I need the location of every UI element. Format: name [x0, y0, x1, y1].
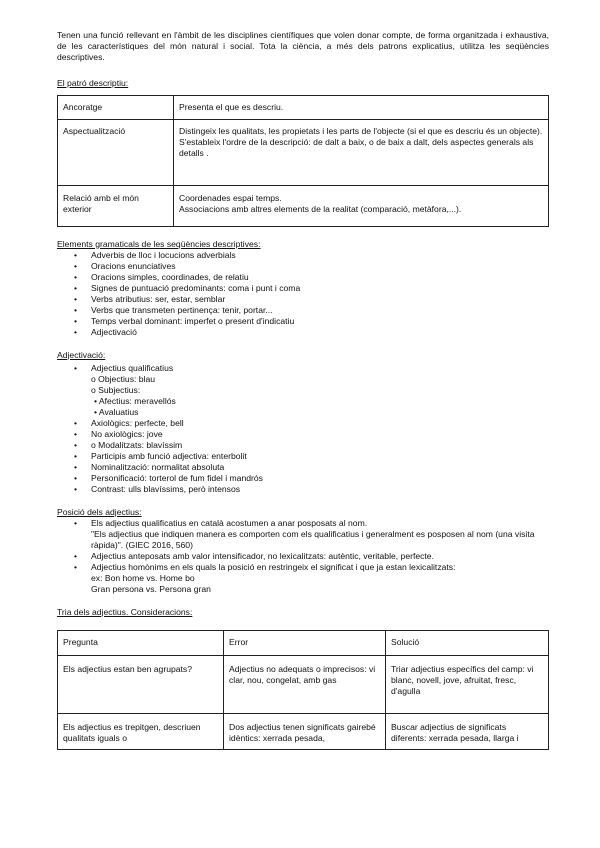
adjectivacio-list: [57, 363, 549, 495]
example-text: Gran persona vs. Persona gran: [91, 583, 211, 594]
table-header-cell: Solució: [386, 630, 549, 655]
section-title-elements: Elements gramaticals de les seqüències descriptives:: [57, 238, 261, 249]
table-row: [58, 95, 549, 119]
list-item: [74, 518, 549, 551]
table-cell: Els adjectius es trepitgen, descriuen qualitats iguals o: [58, 713, 224, 749]
list-item-label: • Adjectius homònims en els quals la posició en restringeix el significat i que ja estan lexicalitzats:: [91, 561, 456, 572]
table-cell: Dos adjectius tenen significats gairebé idèntics: xerrada pesada,: [224, 713, 386, 749]
list-item: • Participis amb funció adjectiva: enterbolit: [74, 451, 549, 462]
table-cell: Relació amb el món exterior: [58, 185, 174, 226]
tria-table: [57, 630, 549, 750]
table-row: [58, 655, 549, 713]
posicio-list: [57, 518, 549, 595]
list-item: • Contrast: ulls blavíssims, però intensos: [74, 484, 549, 495]
table-header-cell: Pregunta: [58, 630, 224, 655]
list-item: • Signes de puntuació predominants: coma i punt i coma: [74, 283, 549, 294]
list-item: [74, 363, 549, 418]
sub-item: o Objectius: blau: [91, 373, 156, 384]
cell-line: Presenta el que es descriu.: [179, 101, 284, 112]
section-title-patro: El patró descriptiu:: [57, 77, 129, 88]
cell-line: Distingeix les qualitats, les propietats i les parts de l'objecte (si el que es descriu és un objecte).: [179, 125, 543, 136]
list-item: • Oracions enunciatives: [74, 261, 549, 272]
list-item: • Nominalització: normalitat absoluta: [74, 462, 549, 473]
cell-line: Associacions amb altres elements de la realitat (comparació, metàfora,...).: [179, 203, 462, 214]
table-header-cell: Error: [224, 630, 386, 655]
table-cell: [174, 95, 549, 119]
table-cell: Aspectualització: [58, 119, 174, 185]
list-item: • Adjectivació: [74, 327, 549, 338]
table-cell: [174, 119, 549, 185]
cell-line: Coordenades espai temps.: [179, 192, 282, 203]
intro-paragraph: Tenen una funció rellevant en l'àmbit de les disciplines científiques que volen donar compte, de forma organitzada i exhaustiva, de les característiques del món natural i social. Tota la ciència, a més dels patrons explicatius, utilitza les seqüències descriptives.: [57, 30, 549, 63]
list-item: • Verbs que transmeten pertinença: tenir, portar...: [74, 305, 549, 316]
patro-table: [57, 95, 549, 227]
list-item: • Personificació: torterol de fum fidel i mandrós: [74, 473, 549, 484]
quote-text: "Els adjectius que indiquen manera es comporten com els qualificatius i generalment es posposen al nom (una visita ràpida)". (GIEC 2016, 560): [91, 528, 535, 550]
table-header-row: [58, 630, 549, 655]
table-cell: Ancoratge: [58, 95, 174, 119]
list-item: [74, 562, 549, 595]
list-item: • Verbs atributius: ser, estar, semblar: [74, 294, 549, 305]
list-item-label: • Els adjectius qualificatius en català acostumen a anar posposats al nom.: [91, 517, 368, 528]
table-cell: Triar adjectius específics del camp: vi blanc, novell, jove, afruitat, fresc, d'agulla: [386, 655, 549, 713]
section-title-posicio: Posició dels adjectius:: [57, 506, 142, 517]
table-cell: [174, 185, 549, 226]
table-cell: Els adjectius estan ben agrupats?: [58, 655, 224, 713]
sub-sub-item: • Afectius: meravellós: [94, 395, 176, 406]
section-title-tria: Tria dels adjectius. Consideracions:: [57, 606, 193, 617]
section-title-adjectivacio: Adjectivació:: [57, 349, 106, 360]
list-item: • Axiològics: perfecte, bell: [74, 418, 549, 429]
table-cell: Adjectius no adequats o imprecisos: vi clar, nou, congelat, amb gas: [224, 655, 386, 713]
document-page: [57, 30, 549, 750]
example-text: ex: Bon home vs. Home bo: [91, 572, 195, 583]
list-item: • o Modalitzats: blavíssim: [74, 440, 549, 451]
list-item: • Adjectius anteposats amb valor intensificador, no lexicalitzats: autèntic, veritable, perfecte.: [74, 551, 549, 562]
cell-line: S'estableix l'ordre de la descripció: de dalt a baix, o de baix a dalt, dels aspectes generals als detalls .: [179, 136, 534, 158]
table-row: [58, 713, 549, 749]
table-row: [58, 185, 549, 226]
list-item-label: • Adjectius qualificatius: [91, 362, 174, 373]
list-item: • Oracions simples, coordinades, de relatiu: [74, 272, 549, 283]
list-item: • Temps verbal dominant: imperfet o present d'indicatiu: [74, 316, 549, 327]
sub-item: o Subjectius:: [91, 384, 141, 395]
elements-list: [57, 250, 549, 338]
list-item: • No axiològics: jove: [74, 429, 549, 440]
sub-sub-item: • Avaluatius: [94, 406, 139, 417]
table-cell: Buscar adjectius de significats diferents: xerrada pesada, llarga i: [386, 713, 549, 749]
table-row: [58, 119, 549, 185]
list-item: • Adverbis de lloc i locucions adverbials: [74, 250, 549, 261]
